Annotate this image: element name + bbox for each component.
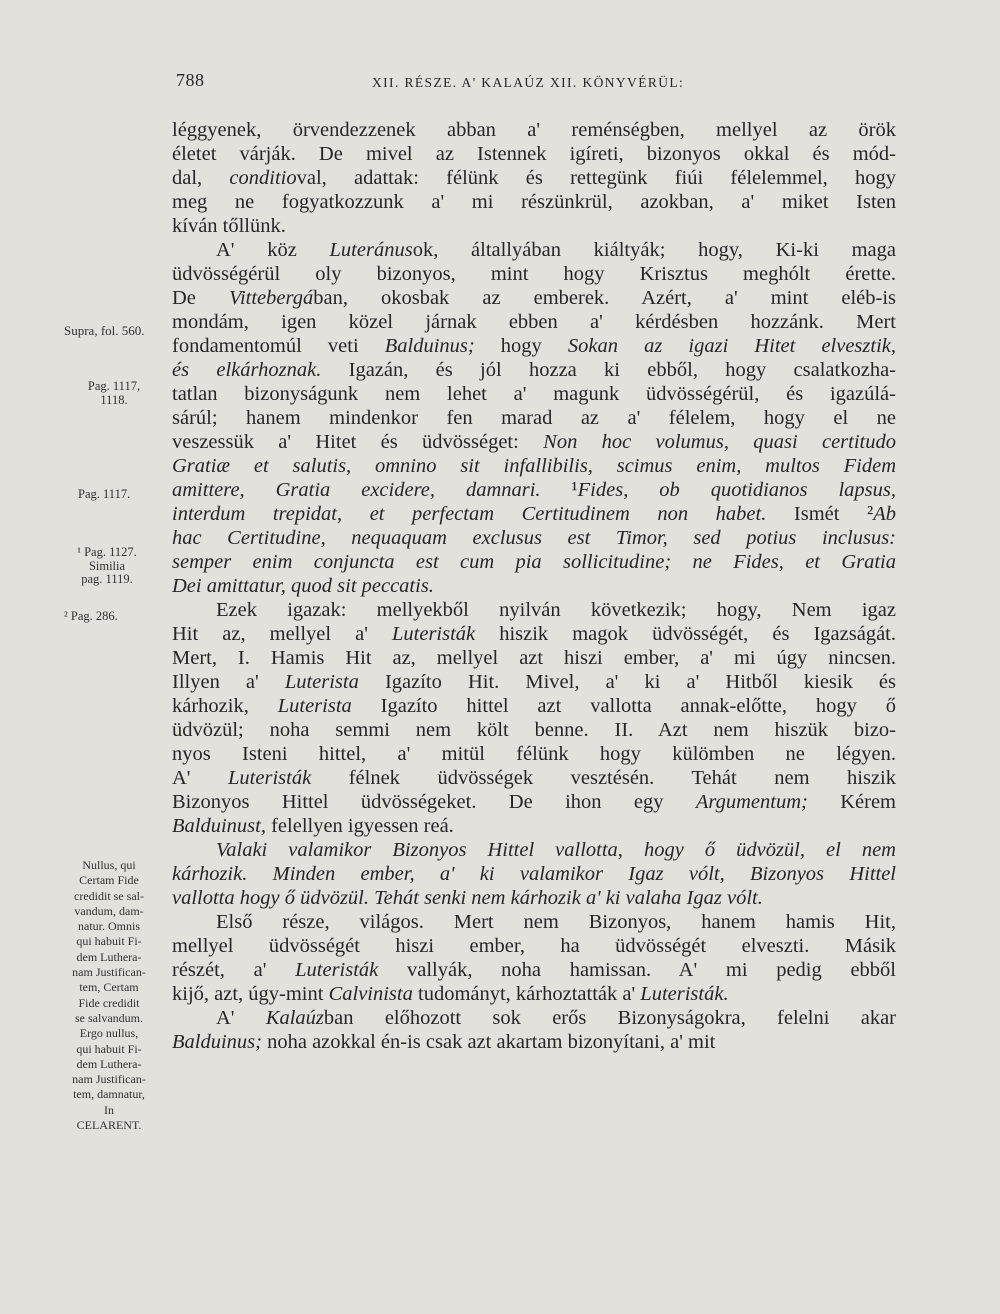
text-line [172,550,896,574]
margin-note-line: natur. Omnis [78,919,140,934]
text-run: ¹ [540,479,578,501]
margin-note-line: tem, damnatur, [73,1087,145,1102]
margin-note-supra: Supra, fol. 560. [64,323,145,338]
text-run: Calvinista [328,983,413,1005]
text-run: Hit az, mellyel a' [172,623,392,645]
text-run: Luterista [284,671,359,693]
text-run: veszessük a' Hitet és üdvösséget: [172,431,544,453]
text-run: kíván tőllünk. [172,215,286,237]
margin-note-syllogism [56,858,162,1133]
margin-note-pag-1117-1118 [76,380,152,407]
text-run: Ezek igazak: mellyekből nyilván következik; hogy, Nem igaz [216,599,896,621]
text-run: és elkárhoznak. [172,359,322,381]
text-line [172,142,896,166]
margin-note-line: dem Luthera- [76,949,142,964]
text-run: Fides, ob quotidianos lapsus, [577,479,896,501]
text-line [172,814,896,838]
margin-note-pag-286: ² Pag. 286. [64,609,118,623]
text-run: nyos Isteni hittel, a' mitül félünk hogy külömben ne légyen. [172,743,896,765]
main-text [172,118,896,1054]
margin-note-line: Fide credidit [78,995,140,1010]
text-run: Igazíto Hit. Mivel, a' ki a' Hitből kiesik és [358,671,897,693]
margin-note-line: pag. 1119. [81,572,133,586]
text-line [172,526,896,550]
margin-note-line: 1118. [100,392,128,407]
margin-note-line: Ergo nullus, [79,1026,139,1041]
text-line [172,598,896,622]
margin-note-line: vandum, dam- [74,903,144,918]
text-run: félnek üdvösségek vesztésén. Tehát nem hiszik [311,767,897,789]
text-run: A' [216,1007,266,1029]
text-line [172,478,896,502]
text-line [172,790,896,814]
text-run: hac Certitudine, nequaquam exclusus est Timor, sed potius inclusus: [172,527,896,549]
text-line [172,622,896,646]
text-run: noha azokkal én-is csak azt akartam bizonyítani, a' mit [261,1031,716,1053]
text-line [172,262,896,286]
text-run: Gratiæ et salutis, omnino sit infallibilis, scimus enim, multos Fidem [172,455,896,477]
margin-note-line: ¹ Pag. 1127. [77,545,137,559]
text-line [172,574,896,598]
text-run: mondám, igen közel járnak ebben a' kérdésben hozzánk. Mert [172,311,896,333]
text-run: hiszik magok üdvösségét, és Igazságát. [475,623,896,645]
text-run: meg ne fogyatkozzunk a' mi részünkrül, azokban, a' miket Isten [172,191,896,213]
text-line [172,670,896,694]
text-line [172,334,896,358]
text-run: életet várják. De mivel az Istennek igíreti, bizonyos okkal és mód- [172,143,896,165]
page-number: 788 [176,70,205,90]
text-line [172,166,896,190]
margin-note-line: Certam Fide [79,873,139,888]
margin-note-line: In [104,1102,114,1117]
text-line [172,718,896,742]
text-run: vallyák, noha hamissan. A' mi pedig ebből [378,959,896,981]
text-run: felellyen igyessen reá. [265,815,454,837]
text-line [172,886,896,910]
text-line [172,838,896,862]
text-run: Illyen a' [172,671,285,693]
text-run: tudományt, kárhoztatták a' [412,983,641,1005]
text-line [172,958,896,982]
text-line [172,454,896,478]
text-line [172,742,896,766]
text-run: De [172,287,229,309]
margin-note-line: qui habuit Fi- [76,934,142,949]
text-line [172,310,896,334]
text-run: fondamentomúl veti [172,335,385,357]
text-run: Bizonyos Hittel üdvösségeket. De ihon egy [172,791,696,813]
margin-note-line: qui habuit Fi- [76,1041,142,1056]
text-line [172,1006,896,1030]
text-line [172,358,896,382]
text-run: Luteristák [392,623,476,645]
text-run: ban előhozott sok erős Bizonyságokra, felelni akar [323,1007,897,1029]
text-run: dal, [172,167,230,189]
text-run: val, adattak: félünk és rettegünk fiúi félelemmel, hogy [296,167,896,189]
text-run: léggyenek, örvendezzenek abban a' reménségben, mellyel az örök [172,119,896,141]
margin-note-line: Pag. 1117, [87,379,141,393]
text-run: ban, okosbak az emberek. Azért, a' mint eléb-is [313,287,897,309]
text-run: üdvözül; noha semmi nem költ benne. II. Azt nem hiszük bizo- [172,719,896,741]
text-run: amittere, Gratia excidere, damnari. [172,479,541,501]
text-run: Ismét ² [766,503,874,525]
text-line [172,238,896,262]
text-run: hogy [474,335,568,357]
text-run: Vittebergá [228,287,314,309]
text-line [172,502,896,526]
text-run: interdum trepidat, et perfectam Certitudinem non habet. [172,503,767,525]
text-run: sárúl; hanem mindenkor fen marad az a' félelem, hogy el ne [172,407,896,429]
text-run: mellyel üdvösségét hiszi ember, ha üdvösségét elveszti. Másik [172,935,896,957]
margin-note-line: Nullus, qui [82,858,136,872]
text-line [172,766,896,790]
text-line [172,1030,896,1054]
text-run: conditio [229,167,297,189]
text-run: kárhozik. Minden ember, a' ki valamikor Igaz vólt, Bizonyos Hittel [172,863,896,885]
text-line [172,382,896,406]
margin-note-line: dem Luthera- [76,1056,142,1071]
text-run: Balduinus; [384,335,475,357]
text-line [172,982,896,1006]
text-line [172,934,896,958]
text-run: Luteristák [295,959,379,981]
text-run: Luteránus [329,239,413,261]
running-head: XII. RÉSZE. A' KALAÚZ XII. KÖNYVÉRÜL: [372,75,685,90]
margin-note-line: CELARENT. [76,1118,142,1133]
text-run: részét, a' [172,959,296,981]
text-run: Luteristák. [640,983,729,1005]
text-line [172,190,896,214]
text-run: A' köz [216,239,330,261]
margin-note-line: Similia [88,558,126,573]
text-run: Argumentum; [695,791,808,813]
text-run: Mert, I. Hamis Hit az, mellyel azt hiszi ember, a' mi úgy nincsen. [172,647,896,669]
text-line [172,406,896,430]
text-run: kárhozik, [172,695,278,717]
text-line [172,910,896,934]
margin-note-pag-1117: Pag. 1117. [78,487,131,501]
text-run: Dei amittatur, quod sit peccatis. [172,575,434,597]
margin-note-line: se salvandum. [75,1010,143,1025]
text-run: Non hoc volumus, quasi certitudo [543,431,896,453]
text-run: Sokan az igazi Hitet elvesztik, [567,335,897,357]
text-line [172,646,896,670]
text-run: vallotta hogy ő üdvözül. Tehát senki nem kárhozik a' ki valaha Igaz vólt. [172,887,763,909]
text-run: semper enim conjuncta est cum pia sollicitudine; ne Fides, et Gratia [172,551,896,573]
text-run: üdvösségérül oly bizonyos, mint hogy Krisztus meghólt érette. [172,263,896,285]
margin-note-line: nam Justifican- [72,965,146,980]
text-run: Balduinus; [172,1031,262,1053]
margin-note-line: tem, Certam [79,980,139,995]
text-line [172,694,896,718]
text-run: tatlan bizonyságunk nem lehet a' magunk üdvösségérül, és igazúlá- [172,383,896,405]
text-run: Luterista [277,695,352,717]
text-run: Igazíto hittel azt vallotta annak-előtte, hogy ő [351,695,896,717]
text-line [172,286,896,310]
text-run: Kérem [807,791,897,813]
text-run: A' [172,767,229,789]
text-line [172,214,896,238]
text-line [172,430,896,454]
margin-note-line: nam Justifican- [72,1072,146,1087]
text-run: Első része, világos. Mert nem Bizonyos, hanem hamis Hit, [216,911,896,933]
text-run: Valaki valamikor Bizonyos Hittel vallotta, hogy ő üdvözül, el nem [216,839,896,861]
margin-note-pag-1127 [62,546,152,587]
text-run: kijő, azt, úgy-mint [172,983,329,1005]
text-run: Luteristák [228,767,312,789]
text-run: Balduinust, [172,815,266,837]
text-line [172,118,896,142]
text-run: Igazán, és jól hozza ki ebből, hogy csalatkozha- [321,359,896,381]
text-run: ok, általlyában kiáltyák; hogy, Ki-ki maga [412,239,896,261]
text-run: Kalaúz [265,1007,324,1029]
text-run: Ab [873,503,896,525]
margin-note-line: credidit se sal- [74,888,144,903]
text-line [172,862,896,886]
